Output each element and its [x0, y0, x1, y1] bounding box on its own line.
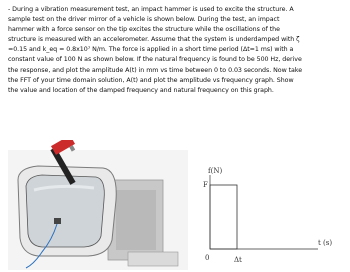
problem-line: sample test on the driver mirror of a vehicle is shown below. During the test, an impact — [8, 16, 280, 24]
problem-line: the FFT of your time domain solution, A(t) and plot the amplitude vs frequency graph. Show — [8, 76, 294, 84]
problem-line: structure is measured with an accelerometer. Assume that the system is underdamped with ζ — [8, 36, 300, 44]
force-pulse — [210, 185, 237, 249]
fixture-plate — [116, 190, 156, 250]
problem-line: =0.15 and k_eq = 0.8x10⁷ N/m. The force is applied in a short time period (Δt=1 ms) with a — [8, 46, 294, 54]
accelerometer — [54, 218, 61, 224]
fixture-base — [128, 252, 178, 266]
origin-label: 0 — [205, 254, 210, 262]
problem-line: - During a vibration measurement test, an impact hammer is used to excite the structure. A — [8, 6, 294, 13]
x-axis-label: t (s) — [318, 239, 333, 247]
force-pulse-graph — [196, 167, 346, 267]
problem-line: hammer with a force sensor on the tip excites the structure while the oscillations of the — [8, 26, 280, 34]
problem-line: the response, and plot the amplitude A(t) in mm vs time between 0 to 0.03 seconds. Now take — [8, 66, 303, 74]
problem-statement — [8, 5, 344, 96]
problem-line: the value and location of the damped frequency and natural frequency on this graph. — [8, 86, 274, 94]
y-axis-label: f(N) — [208, 167, 223, 175]
mirror-test-photo — [8, 140, 188, 270]
pulse-duration-label: Δt — [234, 256, 242, 264]
problem-line: constant value of 100 N as shown below. If the natural frequency is found to be 500 Hz, derive — [8, 56, 302, 64]
force-level-label: F — [203, 181, 208, 189]
